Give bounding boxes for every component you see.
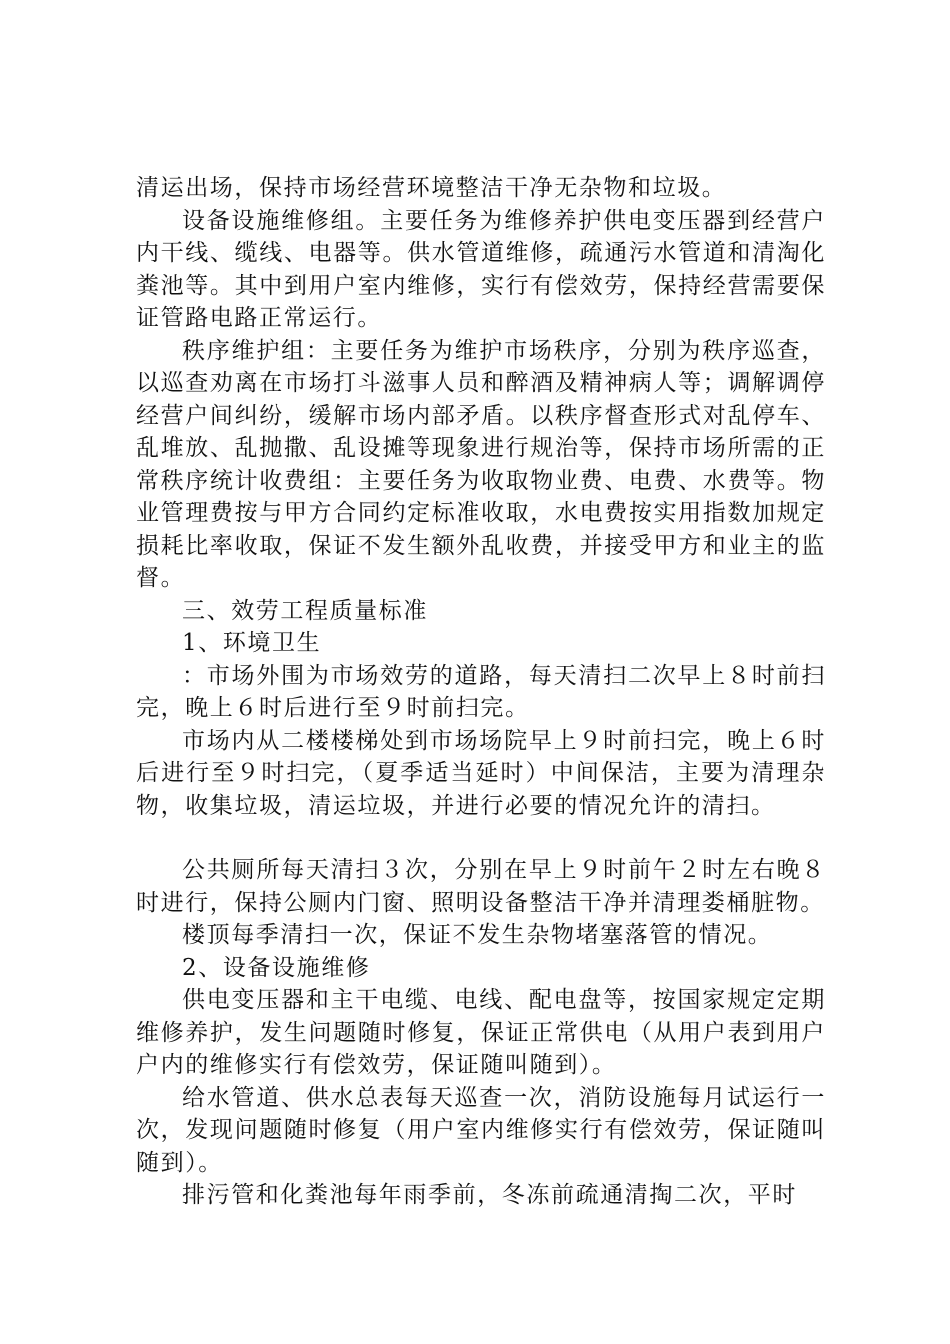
paragraph-2: 设备设施维修组。主要任务为维修养护供电变压器到经营户内干线、缆线、电器等。供水管道维修，疏通污水管道和清淘化粪池等。其中到用户室内维修，实行有偿效劳，保持经营需要保证管路电路正常运行。: [136, 207, 826, 331]
section-heading-3: 三、效劳工程质量标准: [182, 597, 428, 624]
paragraph-11: 供电变压器和主干电缆、电线、配电盘等，按国家规定定期维修养护，发生问题随时修复，保证正常供电（从用户表到用户户内的维修实行有偿效劳，保证随叫随到）。: [136, 987, 826, 1078]
paragraph-6: ：市场外围为市场效劳的道路，每天清扫二次早上８时前扫完，晚上６时后进行至９时前扫完。: [136, 662, 826, 721]
document-body: [136, 172, 826, 1212]
paragraph-3: 秩序维护组：主要任务为维护市场秩序，分别为秩序巡查，以巡查劝离在市场打斗滋事人员和醉酒及精神病人等；调解调停经营户间纠纷，缓解市场内部矛盾。以秩序督查形式对乱停车、乱堆放、乱抛撒、乱设摊等现象进行规治等，保持市场所需的正常秩序统计收费组：主要任务为收取物业费、电费、水费等。物业管理费按与甲方合同约定标准收取，水电费按实用指数加规定损耗比率收取，保证不发生额外乱收费，并接受甲方和业主的监督。: [136, 337, 826, 591]
paragraph-12: 给水管道、供水总表每天巡查一次，消防设施每月试运行一次，发现问题随时修复（用户室内维修实行有偿效劳，保证随叫随到）。: [136, 1084, 826, 1176]
subheading-maintenance: 2、设备设施维修: [182, 954, 371, 981]
paragraph-9: 楼顶每季清扫一次，保证不发生杂物堵塞落管的情况。: [182, 922, 773, 948]
paragraph-1: 清运出场，保持市场经营环境整洁干净无杂物和垃圾。: [136, 175, 727, 201]
paragraph-8: 公共厕所每天清扫３次，分别在早上９时前午２时左右晚８时进行，保持公厕内门窗、照明设备整洁干净并清理娄桶脏物。: [136, 857, 826, 916]
subheading-environment: 1、环境卫生: [182, 630, 322, 656]
paragraph-13: 排污管和化粪池每年雨季前，冬冻前疏通清掏二次，平时: [182, 1182, 797, 1208]
paragraph-7: 市场内从二楼楼梯处到市场场院早上９时前扫完，晚上６时后进行至９时扫完，（夏季适当延时）中间保洁，主要为清理杂物，收集垃圾，清运垃圾，并进行必要的情况允许的清扫。: [136, 727, 826, 819]
